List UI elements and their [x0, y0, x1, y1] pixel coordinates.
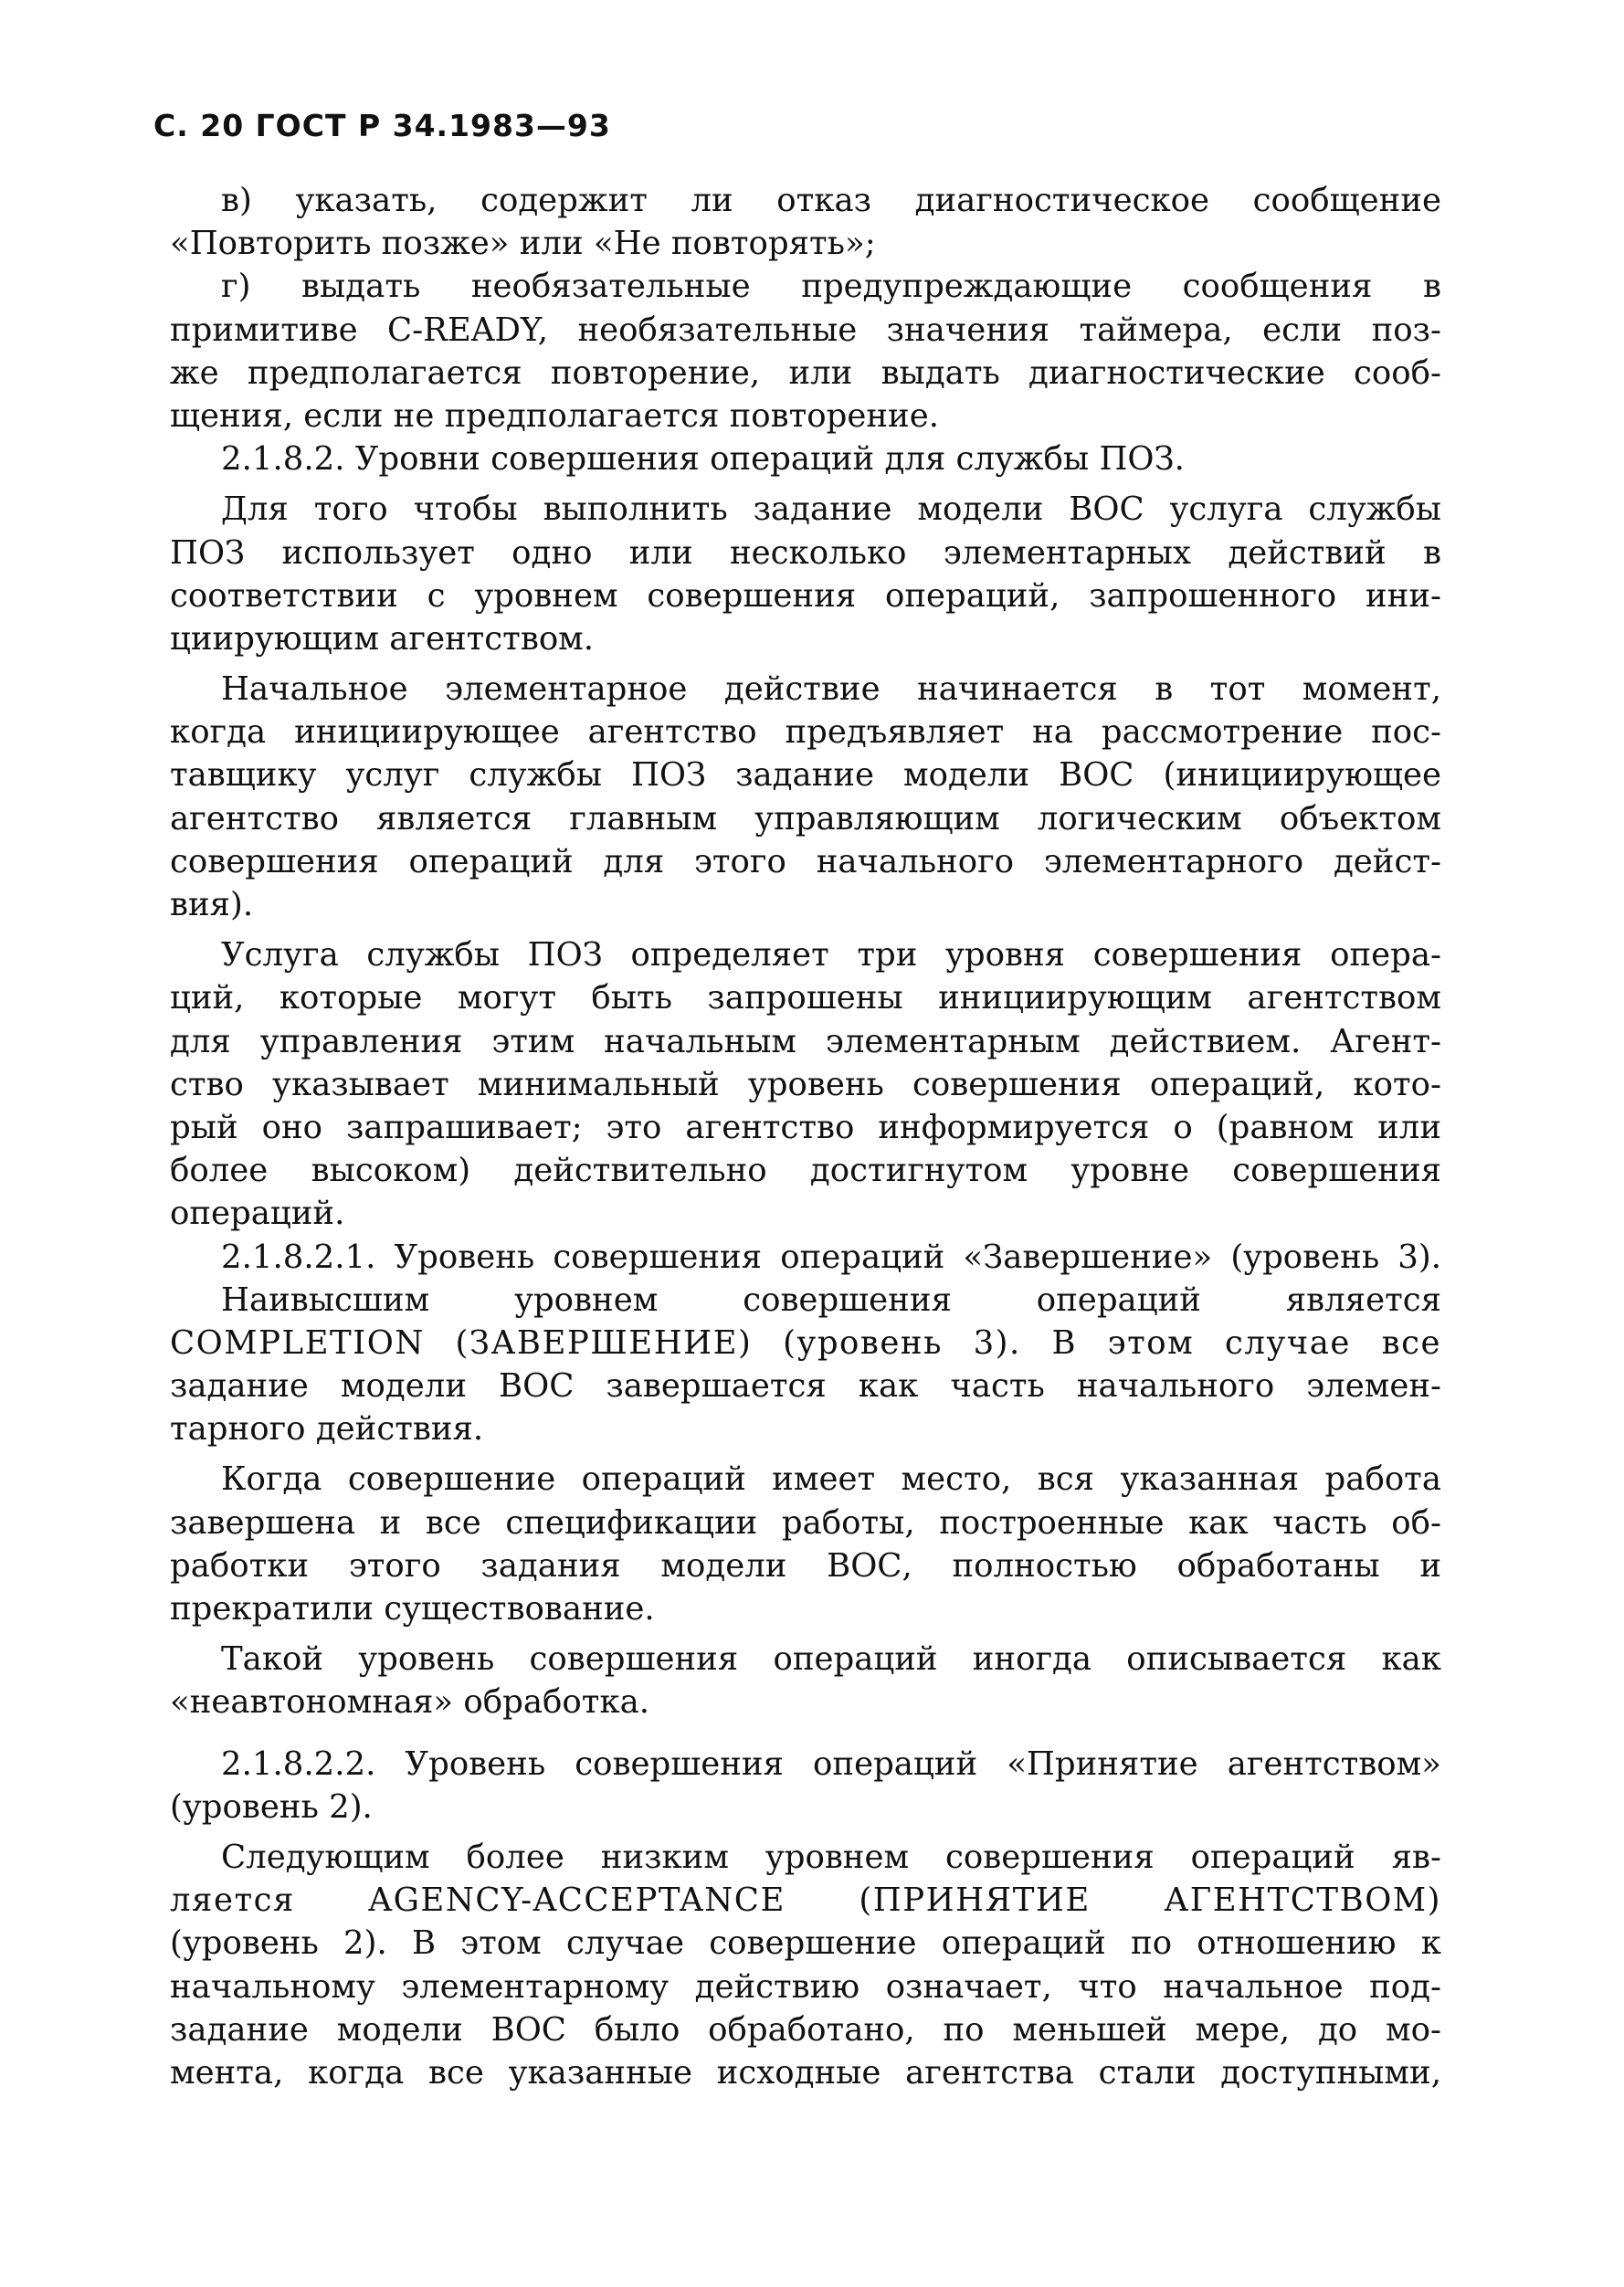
text-line: мента, когда все указанные исходные агентства стали доступными, [170, 2053, 1441, 2092]
text-line: ций, которые могут быть запрошены инициирующим агентством [170, 979, 1441, 1017]
text-line: задание модели ВОС было обработано, по меньшей мере, до мо- [170, 2010, 1441, 2049]
text-line: (уровень 2). В этом случае совершение операций по отношению к [170, 1924, 1441, 1963]
text-line: задание модели ВОС завершается как часть начального элемен- [170, 1367, 1441, 1406]
body-text [170, 179, 1441, 2094]
text-line: примитиве C-READY, необязательные значения таймера, если поз- [170, 311, 1441, 349]
text-line: более высоком) действительно достигнутом уровне совершения [170, 1152, 1441, 1190]
text-line: прекратили существование. [170, 1590, 655, 1628]
text-line: начальному элементарному действию означает, что начальное под- [170, 1967, 1441, 2006]
page-header: С. 20 ГОСТ Р 34.1983—93 [153, 108, 611, 143]
text-line: тарного действия. [170, 1410, 484, 1449]
text-line: в) указать, содержит ли отказ диагностическое сообщение [221, 182, 1441, 219]
text-line: для управления этим начальным элементарным действием. Агент- [170, 1022, 1441, 1060]
text-line: ство указывает минимальный уровень совершения операций, кото- [170, 1065, 1441, 1103]
text-line: тавщику услуг службы ПОЗ задание модели ВОС (инициирующее [170, 756, 1441, 795]
text-line: когда инициирующее агентство предъявляет на рассмотрение пос- [170, 713, 1441, 752]
text-line: агентство является главным управляющим логическим объектом [170, 799, 1441, 838]
text-line: 2.1.8.2. Уровни совершения операций для службы ПОЗ. [221, 440, 1185, 479]
text-line: рый оно запрашивает; это агентство информируется о (равном или [170, 1108, 1441, 1146]
text-line: соответствии с уровнем совершения операций, запрошенного ини- [170, 576, 1441, 615]
text-line: щения, если не предполагается повторение. [170, 396, 939, 435]
text-line: работки этого задания модели ВОС, полностью обработаны и [170, 1546, 1441, 1585]
text-line: Следующим более низким уровнем совершения операций яв- [221, 1838, 1441, 1876]
text-line: Для того чтобы выполнить задание модели ВОС услуга службы [221, 490, 1441, 529]
text-line: (уровень 2). [170, 1787, 373, 1826]
text-line: же предполагается повторение, или выдать диагностические сооб- [170, 353, 1441, 392]
text-line: циирующим агентством. [170, 619, 595, 658]
text-line: Такой уровень совершения операций иногда описывается как [221, 1640, 1441, 1679]
text-line: совершения операций для этого начального элементарного дейст- [170, 842, 1441, 880]
text-line: операций. [170, 1195, 345, 1233]
text-line: COMPLETION (ЗАВЕРШЕНИЕ) (уровень 3). В этом случае все [170, 1323, 1441, 1362]
text-line: Начальное элементарное действие начинается в тот момент, [221, 670, 1441, 709]
text-line: «неавтономная» обработка. [170, 1683, 650, 1722]
text-line: ПОЗ использует одно или несколько элементарных действий в [170, 533, 1441, 572]
text-line: вия). [170, 886, 254, 923]
text-line: Когда совершение операций имеет место, вся указанная работа [221, 1460, 1441, 1499]
text-line: 2.1.8.2.2. Уровень совершения операций «Принятие агентством» [221, 1744, 1441, 1783]
text-line: Услуга службы ПОЗ определяет три уровня совершения опера- [221, 936, 1441, 975]
text-line: завершена и все спецификации работы, построенные как часть об- [170, 1503, 1441, 1542]
text-line: 2.1.8.2.1. Уровень совершения операций «Завершение» (уровень 3). [221, 1238, 1441, 1276]
text-line: ляется AGENCY-ACCEPTANCE (ПРИНЯТИЕ АГЕНТСТВОМ) [170, 1881, 1441, 1920]
text-line: Наивысшим уровнем совершения операций является [221, 1281, 1441, 1319]
text-line: г) выдать необязательные предупреждающие сообщения в [221, 268, 1441, 306]
text-line: «Повторить позже» или «Не повторять»; [170, 225, 876, 263]
